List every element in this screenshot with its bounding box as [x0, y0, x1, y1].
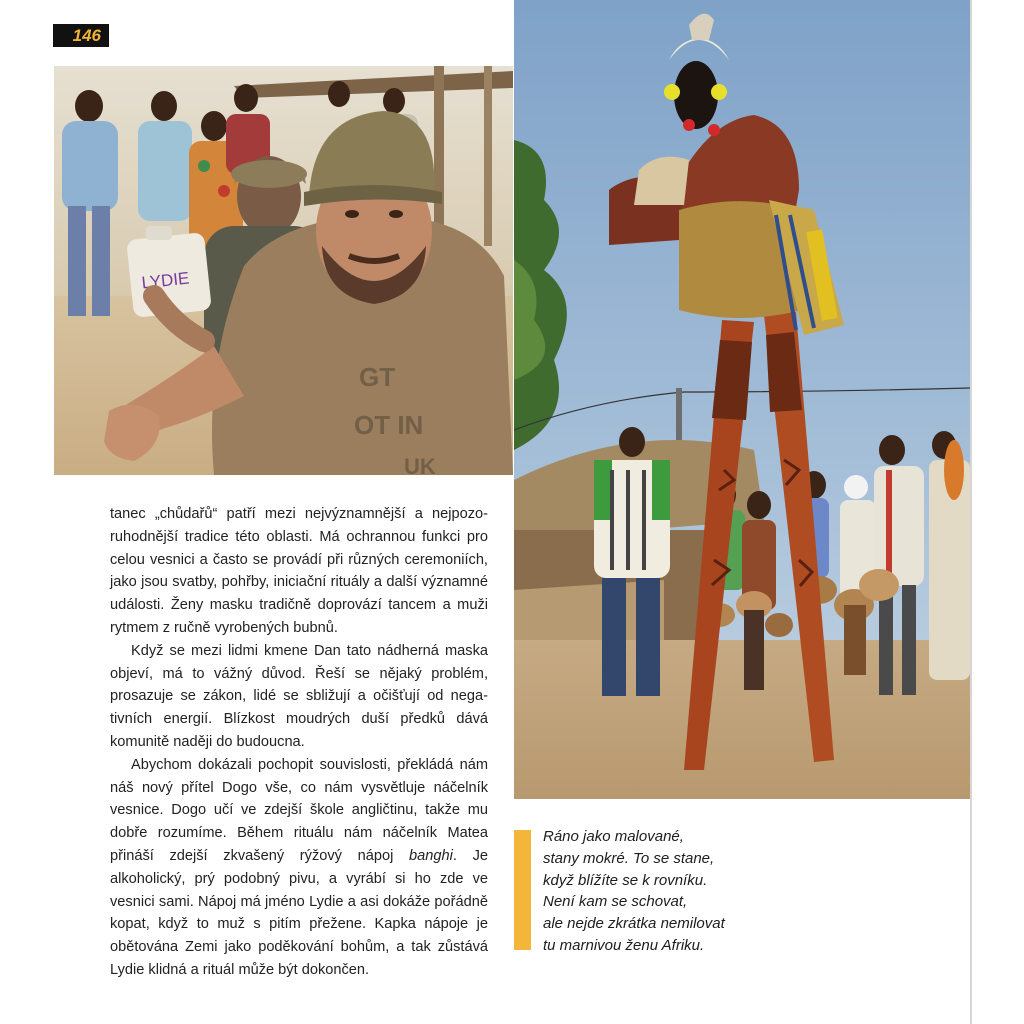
page-edge — [970, 0, 972, 1024]
quote-line: tu marnivou ženu Afriku. — [543, 936, 705, 954]
pull-quote — [543, 826, 803, 957]
paragraph-text: Abychom dokázali pochopit souvislosti, překládá nám náš nový přítel Dogo vše, co nám vysvětluje náčelník vesnice. Dogo učí ve zdejší škole angličtinu, takže mu dobře rozumíme. Během rituálu nám náčelník Matea přináší zdejší zkvašený rýžový nápoj — [110, 756, 488, 864]
quote-accent-bar — [514, 830, 531, 950]
article-paragraph — [110, 503, 488, 640]
quote-line: Ráno jako malované, — [543, 828, 684, 845]
italic-term: banghi — [409, 847, 453, 864]
article-paragraph — [110, 754, 488, 982]
shirt-text-line-3: UK — [404, 454, 436, 475]
shirt-text-line-2: OT IN — [354, 410, 424, 440]
shirt-text-line-1: GT — [359, 362, 396, 392]
quote-line: stany mokré. To se stane, — [543, 849, 715, 867]
paragraph-text: tanec „chůdařů“ patří mezi nejvýznamnější a nejpozoruhodnější tradice této oblasti. Má ochrannou funkci pro celou vesnici a často se provádí při různých ceremoniích, jako jsou svatby, pohřby, iniciační rituály a další významné události. Ženy masku tradičně doprovází tancem a muži rytmem z ručně vyrobených bubnů. — [110, 506, 488, 636]
photo-man-with-canister — [54, 66, 513, 475]
page-number: 146 — [53, 24, 109, 47]
paragraph-text: . Je alkoholický, prý podobný pivu, a vyrábí si ho zde ve vesnici sami. Nápoj má jméno Lydie a asi dokáže pořádně kopat, když to muž s pitím přežene. Kapka nápoje je obětována Zemi jako poděkování bohům, a tak zůstává Lydie klidná a rituál může být dokončen. — [110, 847, 489, 978]
article-body — [110, 503, 488, 982]
quote-line: ale nejde zkrátka nemilovat — [543, 915, 725, 933]
photo-stilt-dancer — [514, 0, 970, 799]
quote-line: Není kam se schovat, — [543, 893, 688, 911]
paragraph-text: Když se mezi lidmi kmene Dan tato nádherná maska objeví, má to vážný důvod. Řeší se nějaký problém, prosazuje se zákon, lidé se sbližují a očišťují od negativních energií. Blízkost moudrých duší předků dává komunitě naději do budoucna. — [110, 642, 488, 750]
canister-label: LYDIE — [140, 268, 191, 293]
quote-line: když blížíte se k rovníku. — [543, 871, 708, 889]
article-paragraph — [110, 640, 488, 754]
